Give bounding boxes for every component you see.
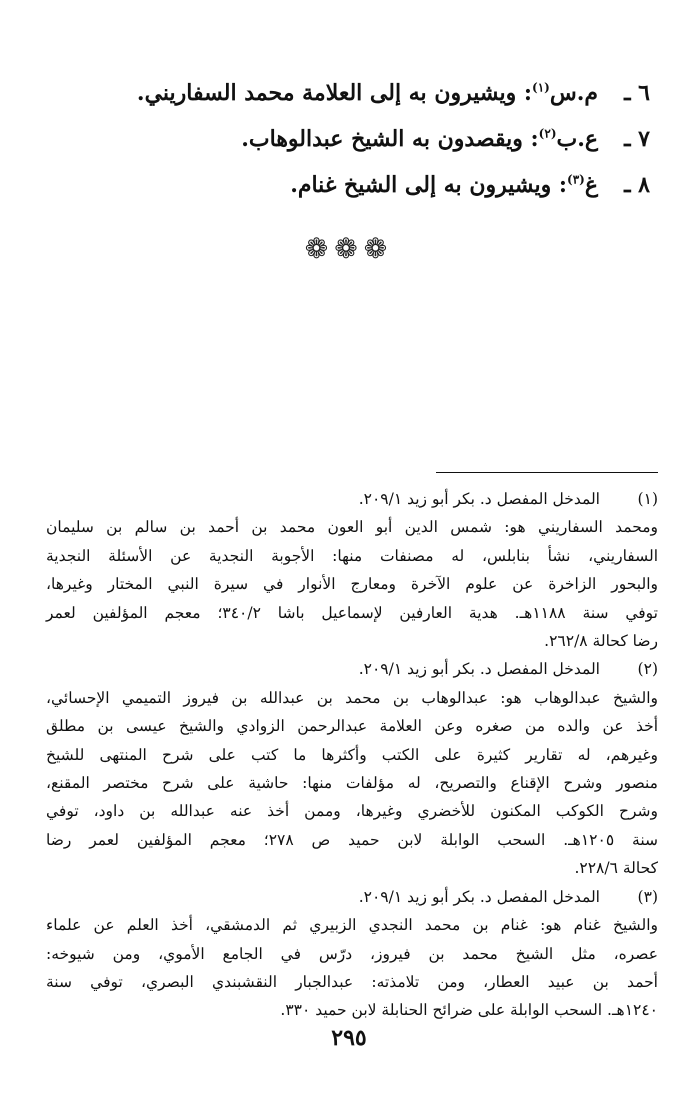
footnote-line: والشيخ غنام هو: غنام بن محمد النجدي الزبيري ثم الدمشقي، أخذ العلم عن علماء (46, 916, 658, 935)
abbreviation-list (60, 80, 650, 218)
item-number: ٨ ـ (624, 172, 650, 198)
footnote-line: منصور وشرح الإقناع والتصريح، له مؤلفات منها: حاشية على شرح مختصر المقنع، (46, 774, 658, 793)
footnote-source: المدخل المفصل د. بكر أبو زيد ٢٠٩/١. (358, 887, 600, 906)
footnote-head (46, 883, 658, 911)
footnote-number: (٣) (637, 887, 658, 906)
footnote-ref[interactable]: (٢) (538, 126, 557, 141)
footnote-separator (436, 472, 658, 473)
item-text: م.س$^{(١)}$: ويشيرون به إلى العلامة محمد السفاريني. (136, 80, 598, 106)
footnote-line: أخذ عن والده من صغره وعن العلامة عبدالرحمن الزوادي والشيخ عيسى بن مطلق (46, 717, 658, 736)
footnote-source: المدخل المفصل د. بكر أبو زيد ٢٠٩/١. (358, 490, 600, 508)
footnote-line: أحمد بن عبيد العطار، ومن تلامذته: عبدالجبار النقشبندي البصري، توفي سنة (46, 972, 658, 991)
item-text: غ$^{(٣)}$: ويشيرون به إلى الشيخ غنام. (290, 172, 598, 198)
page-number: ٢٩٥ (331, 1025, 367, 1051)
footnote-number: (٢) (637, 660, 658, 679)
footnote-line: ١٢٤٠هـ. السحب الوابلة على ضرائح الحنابلة لابن حميد ٣٣٠. (280, 1001, 658, 1020)
item-number: ٦ ـ (624, 80, 650, 106)
footnote-line: السفاريني، نشأ بنابلس، له مصنفات منها: الأجوبة النجدية عن الأسئلة النجدية (46, 546, 658, 565)
item-text: ع.ب$^{(٢)}$: ويقصدون به الشيخ عبدالوهاب. (241, 126, 598, 152)
footnote (46, 655, 658, 882)
list-item (60, 126, 650, 172)
footnote (46, 485, 658, 655)
footnote-line: توفي سنة ١١٨٨هـ. هدية العارفين لإسماعيل باشا ٣٤٠/٢؛ معجم المؤلفين لعمر (46, 603, 658, 622)
footnote-line: عصره، مثل الشيخ محمد بن فيروز، درّس في الجامع الأموي، ومن شيوخه: (46, 944, 658, 963)
item-number: ٧ ـ (624, 126, 650, 152)
footnote-head (46, 485, 658, 513)
footnote-line: سنة ١٢٠٥هـ. السحب الوابلة لابن حميد ص ٢٧٨؛ معجم المؤلفين لعمر رضا (46, 830, 659, 849)
footnote-line: وشرح الكوكب المكنون للأخضري وغيرها، وممن أخذ عنه عبدالله بن داود، توفي (46, 802, 658, 821)
footnote-ref[interactable]: (١) (532, 80, 550, 95)
list-item (60, 172, 650, 218)
section-ornament: ❁❁❁ (304, 232, 394, 265)
list-item (60, 80, 650, 126)
footnote-line: رضا كحالة ٢٦٢/٨. (544, 632, 658, 651)
footnote-head (46, 655, 658, 683)
footnote (46, 883, 658, 1025)
footnote-source: المدخل المفصل د. بكر أبو زيد ٢٠٩/١. (358, 660, 600, 679)
footnote-line: والبحور الزاخرة عن علوم الآخرة ومعارج الأنوار في سيرة النبي المختار وغيرها، (46, 575, 658, 594)
footnote-line: وغيرهم، له تقارير كثيرة على الكتب وأكثرها ما كتب على شرح المنتهى للشيخ (46, 745, 658, 764)
footnote-ref[interactable]: (٣) (567, 172, 585, 187)
footnote-number: (١) (637, 490, 658, 508)
footnote-line: ومحمد السفاريني هو: شمس الدين أبو العون محمد بن أحمد بن سالم بن سليمان (46, 518, 658, 537)
footnote-line: كحالة ٢٢٨/٦. (574, 859, 658, 878)
footnote-line: والشيخ عبدالوهاب هو: عبدالوهاب بن محمد بن عبدالله بن فيروز التميمي الإحسائي، (46, 688, 658, 707)
footnotes (46, 485, 658, 1025)
